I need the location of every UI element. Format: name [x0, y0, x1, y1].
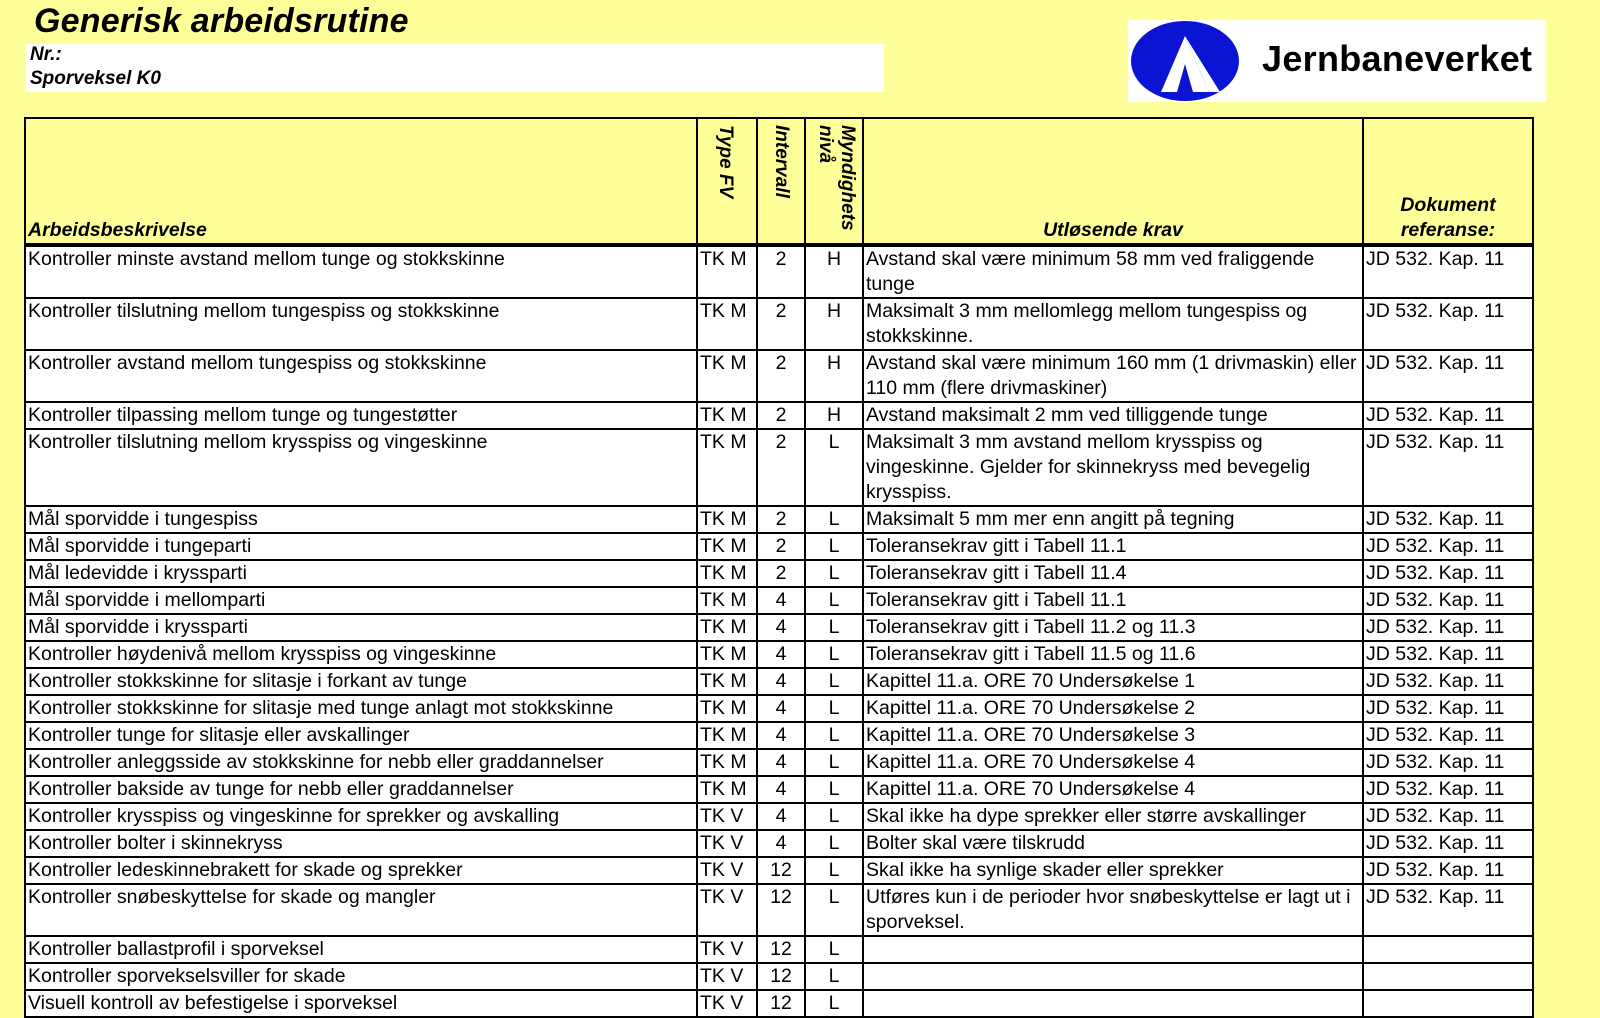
row-type: TK M	[697, 350, 757, 402]
jernbaneverket-logo-icon	[1128, 20, 1248, 102]
row-reference: JD 532. Kap. 11	[1363, 749, 1533, 776]
row-type: TK M	[697, 245, 757, 298]
row-type: TK V	[697, 857, 757, 884]
row-authority-level: L	[805, 560, 863, 587]
row-type: TK M	[697, 533, 757, 560]
row-description: Kontroller tilslutning mellom tungespiss og stokkskinne	[25, 298, 697, 350]
row-reference: JD 532. Kap. 11	[1363, 533, 1533, 560]
row-description: Kontroller tunge for slitasje eller avskallinger	[25, 722, 697, 749]
row-interval: 12	[757, 884, 805, 936]
row-description: Kontroller sporvekselsviller for skade	[25, 963, 697, 990]
table-row	[25, 990, 1533, 1017]
row-requirement: Avstand skal være minimum 58 mm ved fraliggende tunge	[863, 245, 1363, 298]
header-interval: Intervall	[757, 118, 805, 245]
row-interval: 4	[757, 830, 805, 857]
row-description: Mål ledevidde i kryssparti	[25, 560, 697, 587]
row-requirement: Maksimalt 5 mm mer enn angitt på tegning	[863, 506, 1363, 533]
row-type: TK V	[697, 803, 757, 830]
row-description: Kontroller stokkskinne for slitasje i forkant av tunge	[25, 668, 697, 695]
row-description: Kontroller bolter i skinnekryss	[25, 830, 697, 857]
row-reference: JD 532. Kap. 11	[1363, 506, 1533, 533]
row-interval: 2	[757, 533, 805, 560]
table-row	[25, 857, 1533, 884]
row-type: TK V	[697, 990, 757, 1017]
row-requirement: Toleransekrav gitt i Tabell 11.1	[863, 533, 1363, 560]
row-interval: 2	[757, 506, 805, 533]
routine-table	[24, 117, 1534, 1018]
row-requirement	[863, 963, 1363, 990]
row-description: Kontroller ballastprofil i sporveksel	[25, 936, 697, 963]
row-description: Mål sporvidde i tungespiss	[25, 506, 697, 533]
row-reference: JD 532. Kap. 11	[1363, 695, 1533, 722]
row-interval: 4	[757, 641, 805, 668]
header-description: Arbeidsbeskrivelse	[25, 118, 697, 245]
row-interval: 2	[757, 245, 805, 298]
row-authority-level: L	[805, 830, 863, 857]
row-description: Kontroller tilslutning mellom krysspiss og vingeskinne	[25, 429, 697, 506]
row-interval: 12	[757, 963, 805, 990]
row-authority-level: L	[805, 776, 863, 803]
row-type: TK M	[697, 614, 757, 641]
row-type: TK V	[697, 884, 757, 936]
table-row	[25, 963, 1533, 990]
row-interval: 4	[757, 614, 805, 641]
row-requirement: Toleransekrav gitt i Tabell 11.2 og 11.3	[863, 614, 1363, 641]
logo	[1128, 20, 1546, 102]
row-authority-level: L	[805, 990, 863, 1017]
info-box	[26, 44, 884, 92]
table-row	[25, 587, 1533, 614]
row-requirement: Kapittel 11.a. ORE 70 Undersøkelse 2	[863, 695, 1363, 722]
subject-label: Sporveksel K0	[30, 68, 161, 89]
row-type: TK V	[697, 830, 757, 857]
row-requirement	[863, 936, 1363, 963]
row-authority-level: H	[805, 245, 863, 298]
row-interval: 4	[757, 587, 805, 614]
row-interval: 4	[757, 776, 805, 803]
table-row	[25, 614, 1533, 641]
row-description: Mål sporvidde i tungeparti	[25, 533, 697, 560]
row-description: Kontroller avstand mellom tungespiss og stokkskinne	[25, 350, 697, 402]
page-title: Generisk arbeidsrutine	[34, 2, 409, 40]
nr-label: Nr.:	[30, 44, 62, 65]
table-header-row	[25, 118, 1533, 245]
row-interval: 2	[757, 350, 805, 402]
header-authority: Myndighets nivå	[805, 118, 863, 245]
row-requirement: Skal ikke ha synlige skader eller sprekker	[863, 857, 1363, 884]
row-description: Kontroller anleggsside av stokkskinne for nebb eller graddannelser	[25, 749, 697, 776]
row-type: TK M	[697, 560, 757, 587]
row-requirement	[863, 990, 1363, 1017]
row-type: TK M	[697, 587, 757, 614]
row-requirement: Toleransekrav gitt i Tabell 11.1	[863, 587, 1363, 614]
row-interval: 2	[757, 429, 805, 506]
row-type: TK M	[697, 722, 757, 749]
row-type: TK M	[697, 402, 757, 429]
row-requirement: Kapittel 11.a. ORE 70 Undersøkelse 1	[863, 668, 1363, 695]
row-type: TK M	[697, 749, 757, 776]
row-type: TK M	[697, 506, 757, 533]
row-requirement: Avstand maksimalt 2 mm ved tilliggende tunge	[863, 402, 1363, 429]
row-reference: JD 532. Kap. 11	[1363, 245, 1533, 298]
table-row	[25, 749, 1533, 776]
table-row	[25, 884, 1533, 936]
row-type: TK V	[697, 936, 757, 963]
row-requirement: Skal ikke ha dype sprekker eller større avskallinger	[863, 803, 1363, 830]
row-type: TK M	[697, 695, 757, 722]
row-reference: JD 532. Kap. 11	[1363, 429, 1533, 506]
row-authority-level: L	[805, 533, 863, 560]
row-requirement: Utføres kun i de perioder hvor snøbeskyttelse er lagt ut i sporveksel.	[863, 884, 1363, 936]
row-requirement: Kapittel 11.a. ORE 70 Undersøkelse 3	[863, 722, 1363, 749]
row-reference: JD 532. Kap. 11	[1363, 803, 1533, 830]
table-row	[25, 668, 1533, 695]
row-reference: JD 532. Kap. 11	[1363, 857, 1533, 884]
row-interval: 4	[757, 749, 805, 776]
row-authority-level: L	[805, 884, 863, 936]
table-row	[25, 722, 1533, 749]
row-description: Kontroller tilpassing mellom tunge og tungestøtter	[25, 402, 697, 429]
row-authority-level: L	[805, 963, 863, 990]
row-type: TK V	[697, 963, 757, 990]
row-reference: JD 532. Kap. 11	[1363, 350, 1533, 402]
row-reference: JD 532. Kap. 11	[1363, 614, 1533, 641]
row-authority-level: L	[805, 695, 863, 722]
row-description: Kontroller ledeskinnebrakett for skade og sprekker	[25, 857, 697, 884]
row-interval: 12	[757, 990, 805, 1017]
row-interval: 2	[757, 402, 805, 429]
table-row	[25, 402, 1533, 429]
header-requirement: Utløsende krav	[863, 118, 1363, 245]
table-row	[25, 695, 1533, 722]
row-type: TK M	[697, 298, 757, 350]
row-reference	[1363, 990, 1533, 1017]
row-authority-level: L	[805, 749, 863, 776]
row-authority-level: L	[805, 587, 863, 614]
row-authority-level: L	[805, 641, 863, 668]
table-row	[25, 429, 1533, 506]
table-row	[25, 560, 1533, 587]
row-reference: JD 532. Kap. 11	[1363, 884, 1533, 936]
row-description: Kontroller stokkskinne for slitasje med tunge anlagt mot stokkskinne	[25, 695, 697, 722]
row-description: Kontroller snøbeskyttelse for skade og mangler	[25, 884, 697, 936]
table-row	[25, 506, 1533, 533]
row-interval: 12	[757, 857, 805, 884]
row-description: Visuell kontroll av befestigelse i sporveksel	[25, 990, 697, 1017]
row-authority-level: H	[805, 402, 863, 429]
table-row	[25, 776, 1533, 803]
table-row	[25, 936, 1533, 963]
row-interval: 2	[757, 560, 805, 587]
row-authority-level: L	[805, 429, 863, 506]
table-row	[25, 830, 1533, 857]
row-reference: JD 532. Kap. 11	[1363, 560, 1533, 587]
row-requirement: Bolter skal være tilskrudd	[863, 830, 1363, 857]
row-description: Kontroller krysspiss og vingeskinne for sprekker og avskalling	[25, 803, 697, 830]
header-reference: Dokument referanse:	[1363, 118, 1533, 245]
row-requirement: Maksimalt 3 mm avstand mellom krysspiss og vingeskinne. Gjelder for skinnekryss med bevegelig krysspiss.	[863, 429, 1363, 506]
row-authority-level: L	[805, 668, 863, 695]
table-row	[25, 803, 1533, 830]
table-row	[25, 245, 1533, 298]
row-reference	[1363, 936, 1533, 963]
table-row	[25, 533, 1533, 560]
header-type: Type FV	[697, 118, 757, 245]
row-authority-level: L	[805, 614, 863, 641]
row-requirement: Kapittel 11.a. ORE 70 Undersøkelse 4	[863, 776, 1363, 803]
row-requirement: Maksimalt 3 mm mellomlegg mellom tungespiss og stokkskinne.	[863, 298, 1363, 350]
table-row	[25, 350, 1533, 402]
table-row	[25, 641, 1533, 668]
row-description: Mål sporvidde i mellomparti	[25, 587, 697, 614]
row-interval: 2	[757, 298, 805, 350]
row-description: Mål sporvidde i kryssparti	[25, 614, 697, 641]
row-interval: 4	[757, 695, 805, 722]
row-authority-level: H	[805, 350, 863, 402]
row-reference: JD 532. Kap. 11	[1363, 587, 1533, 614]
row-authority-level: L	[805, 857, 863, 884]
row-reference: JD 532. Kap. 11	[1363, 668, 1533, 695]
row-type: TK M	[697, 429, 757, 506]
row-reference: JD 532. Kap. 11	[1363, 402, 1533, 429]
row-reference: JD 532. Kap. 11	[1363, 776, 1533, 803]
row-interval: 4	[757, 803, 805, 830]
row-reference: JD 532. Kap. 11	[1363, 641, 1533, 668]
row-requirement: Kapittel 11.a. ORE 70 Undersøkelse 4	[863, 749, 1363, 776]
row-requirement: Toleransekrav gitt i Tabell 11.5 og 11.6	[863, 641, 1363, 668]
row-interval: 12	[757, 936, 805, 963]
row-authority-level: L	[805, 803, 863, 830]
row-authority-level: L	[805, 722, 863, 749]
row-type: TK M	[697, 668, 757, 695]
row-reference: JD 532. Kap. 11	[1363, 830, 1533, 857]
logo-text: Jernbaneverket	[1262, 38, 1533, 79]
row-requirement: Toleransekrav gitt i Tabell 11.4	[863, 560, 1363, 587]
row-description: Kontroller bakside av tunge for nebb eller graddannelser	[25, 776, 697, 803]
row-type: TK M	[697, 776, 757, 803]
row-reference: JD 532. Kap. 11	[1363, 722, 1533, 749]
row-description: Kontroller minste avstand mellom tunge og stokkskinne	[25, 245, 697, 298]
row-reference	[1363, 963, 1533, 990]
row-reference: JD 532. Kap. 11	[1363, 298, 1533, 350]
row-requirement: Avstand skal være minimum 160 mm (1 drivmaskin) eller 110 mm (flere drivmaskiner)	[863, 350, 1363, 402]
row-interval: 4	[757, 668, 805, 695]
row-description: Kontroller høydenivå mellom krysspiss og vingeskinne	[25, 641, 697, 668]
row-authority-level: L	[805, 506, 863, 533]
row-authority-level: L	[805, 936, 863, 963]
table-row	[25, 298, 1533, 350]
row-type: TK M	[697, 641, 757, 668]
row-interval: 4	[757, 722, 805, 749]
row-authority-level: H	[805, 298, 863, 350]
